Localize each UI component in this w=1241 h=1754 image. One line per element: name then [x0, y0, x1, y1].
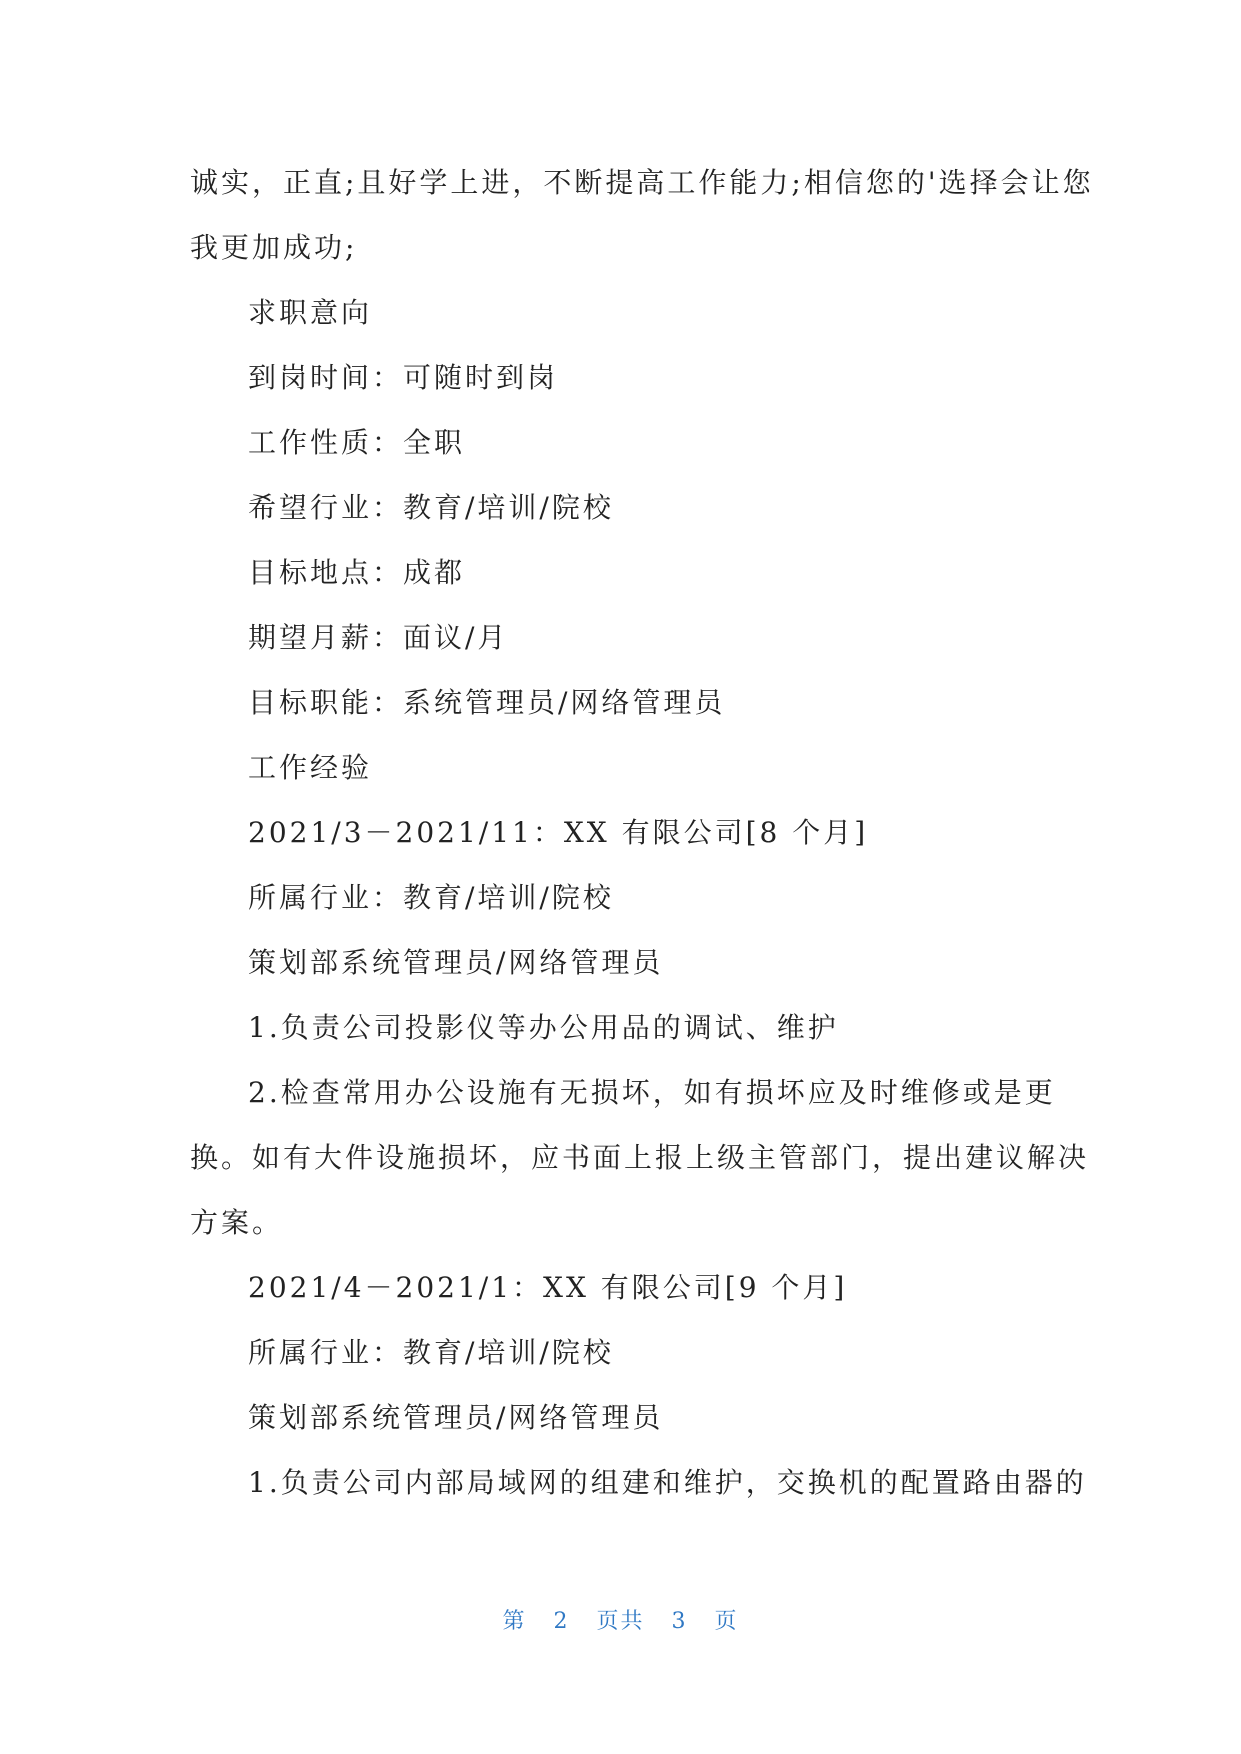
paragraph-line: 到岗时间：可随时到岗 [248, 361, 559, 394]
section-heading-work-experience: 工作经验 [248, 751, 373, 784]
paragraph-line: 策划部系统管理员/网络管理员 [248, 1401, 664, 1434]
section-heading-job-intention: 求职意向 [248, 296, 373, 329]
page-number-prefix: 第 [502, 1609, 527, 1634]
page-number-suffix: 页 [714, 1609, 739, 1634]
paragraph-line: 方案。 [190, 1206, 284, 1239]
paragraph-line: 1.负责公司投影仪等办公用品的调试、维护 [248, 1011, 839, 1044]
page-number-mid: 页共 [596, 1609, 645, 1634]
paragraph-line: 目标地点：成都 [248, 556, 466, 589]
paragraph-line: 我更加成功; [190, 231, 358, 264]
total-page-count: 3 [671, 1609, 688, 1634]
paragraph-line: 目标职能：系统管理员/网络管理员 [248, 686, 726, 719]
paragraph-line: 所属行业：教育/培训/院校 [248, 881, 614, 914]
page-footer [0, 1604, 1241, 1635]
job-entry-period: 2021/3－2021/11：XX 有限公司[8 个月] [248, 816, 869, 849]
paragraph-line: 2.检查常用办公设施有无损坏，如有损坏应及时维修或是更 [248, 1076, 1056, 1109]
current-page-number: 2 [553, 1609, 570, 1634]
paragraph-line: 希望行业：教育/培训/院校 [248, 491, 614, 524]
paragraph-line: 1.负责公司内部局域网的组建和维护，交换机的配置路由器的 [248, 1466, 1087, 1499]
document-body [190, 150, 1094, 1515]
paragraph-line: 所属行业：教育/培训/院校 [248, 1336, 614, 1369]
paragraph-line: 工作性质：全职 [248, 426, 466, 459]
paragraph-line: 换。如有大件设施损坏，应书面上报上级主管部门，提出建议解决 [190, 1141, 1090, 1174]
paragraph-line: 诚实，正直;且好学上进，不断提高工作能力;相信您的'选择会让您 [190, 166, 1094, 199]
paragraph-line: 期望月薪：面议/月 [248, 621, 509, 654]
paragraph-line: 策划部系统管理员/网络管理员 [248, 946, 664, 979]
job-entry-period: 2021/4－2021/1：XX 有限公司[9 个月] [248, 1271, 848, 1304]
